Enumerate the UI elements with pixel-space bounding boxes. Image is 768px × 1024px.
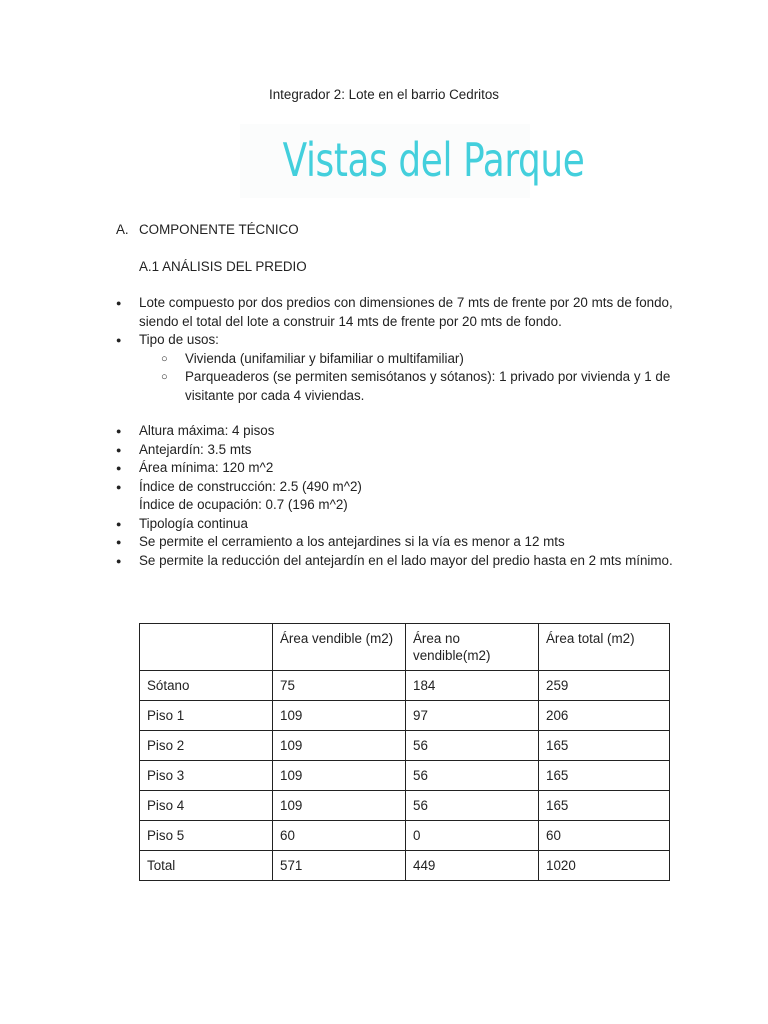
list-item (116, 441, 676, 460)
table-row (140, 701, 670, 731)
list-item (116, 552, 676, 571)
list-item-text: Se permite el cerramiento a los antejardines si la vía es menor a 12 mts (139, 534, 565, 549)
lot-description-list (116, 294, 676, 405)
project-logo (240, 124, 585, 198)
section-heading-text: COMPONENTE TÉCNICO (139, 222, 299, 237)
list-item (116, 533, 676, 552)
list-item-text: Altura máxima: 4 pisos (139, 423, 275, 438)
table-cell: 571 (273, 851, 406, 881)
sublist-item (139, 350, 676, 369)
uses-sublist (139, 350, 676, 406)
table-row (140, 821, 670, 851)
list-item (116, 478, 676, 497)
section-heading (116, 222, 299, 237)
table-header-cell: Área vendible (m2) (273, 624, 406, 671)
table-cell: 184 (406, 671, 539, 701)
table-cell: Piso 5 (140, 821, 273, 851)
table-cell: 56 (406, 731, 539, 761)
table-row (140, 731, 670, 761)
logo-text: Vistas del Parque (282, 133, 585, 187)
list-item-text: Tipología continua (139, 515, 248, 531)
list-item-text: Tipo de usos: (139, 332, 219, 347)
regulations-list (116, 422, 676, 570)
table-cell: 206 (539, 701, 670, 731)
table-cell: 1020 (539, 851, 670, 881)
table-cell: 60 (273, 821, 406, 851)
list-item-text: Se permite la reducción del antejardín en el lado mayor del predio hasta en 2 mts mínimo. (139, 552, 673, 568)
table-cell: Sótano (140, 671, 273, 701)
table-cell: Piso 4 (140, 791, 273, 821)
table-cell: 109 (273, 791, 406, 821)
table-cell: 165 (539, 761, 670, 791)
table-header-row (140, 624, 670, 671)
table-cell: Piso 2 (140, 731, 273, 761)
table-cell: 449 (406, 851, 539, 881)
table-cell: 259 (539, 671, 670, 701)
table-cell: Piso 1 (140, 701, 273, 731)
sublist-item (139, 368, 676, 405)
table-cell: 60 (539, 821, 670, 851)
table-row (140, 671, 670, 701)
table-cell: 75 (273, 671, 406, 701)
section-letter: A. (116, 222, 129, 237)
table-row (140, 791, 670, 821)
list-item (116, 459, 676, 478)
subsection-heading: A.1 ANÁLISIS DEL PREDIO (139, 259, 307, 274)
sublist-item-text: Parqueaderos (se permiten semisótanos y sótanos): 1 privado por vivienda y 1 de visitante por cada 4 viviendas. (185, 369, 671, 403)
table-cell: Piso 3 (140, 761, 273, 791)
table-row (140, 851, 670, 881)
table-header-cell (140, 624, 273, 671)
list-item-text: Antejardín: 3.5 mts (139, 441, 252, 457)
table-cell: 56 (406, 761, 539, 791)
table-row (140, 761, 670, 791)
table-cell: 165 (539, 791, 670, 821)
table-cell: 109 (273, 731, 406, 761)
list-item (116, 331, 676, 405)
list-item (116, 294, 676, 331)
table-cell: 0 (406, 821, 539, 851)
list-item-text: Área mínima: 120 m^2 (139, 460, 274, 475)
table-cell: 109 (273, 761, 406, 791)
table-cell: 56 (406, 791, 539, 821)
table-cell: 165 (539, 731, 670, 761)
table-cell: 109 (273, 701, 406, 731)
document-title: Integrador 2: Lote en el barrio Cedritos (268, 87, 499, 102)
list-item (116, 422, 676, 441)
table-header-cell: Área total (m2) (539, 624, 670, 671)
table-cell: Total (140, 851, 273, 881)
list-item-continuation: Índice de ocupación: 0.7 (196 m^2) (139, 497, 348, 512)
area-table (139, 623, 670, 881)
table-header-cell: Área no vendible(m2) (406, 624, 539, 671)
list-item (116, 515, 676, 534)
list-item-text: Índice de construcción: 2.5 (490 m^2) (139, 478, 362, 494)
table-cell: 97 (406, 701, 539, 731)
list-item-text: Lote compuesto por dos predios con dimensiones de 7 mts de frente por 20 mts de fondo, siendo el total del lote a construir 14 mts de frente por 20 mts de fondo. (139, 295, 673, 329)
sublist-item-text: Vivienda (unifamiliar y bifamiliar o multifamiliar) (185, 350, 464, 366)
